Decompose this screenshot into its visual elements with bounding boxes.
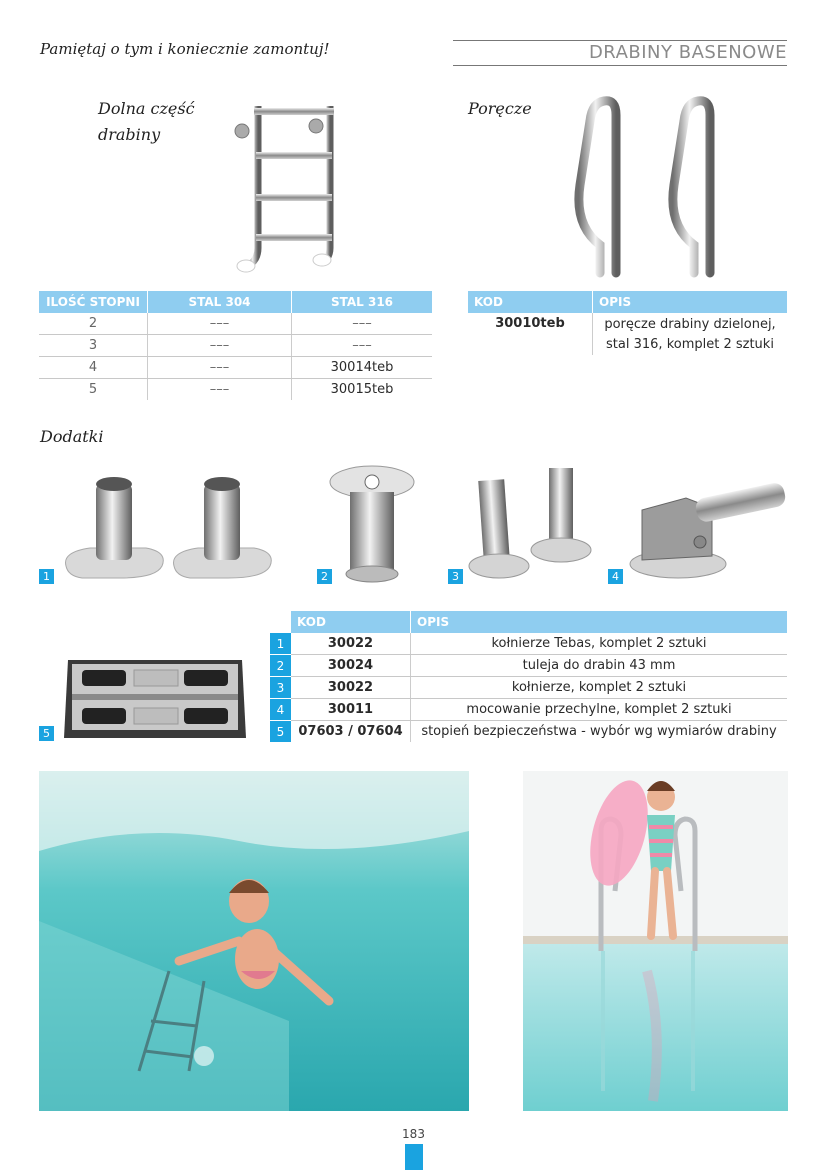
- tilt-mount-image: [624, 480, 789, 586]
- table-row: 2 ––– –––: [39, 313, 432, 335]
- badge-1: 1: [39, 569, 54, 584]
- table-row: 5 ––– 30015teb: [39, 379, 432, 401]
- badge-5: 5: [39, 726, 54, 741]
- table-row: 4 30011 mocowanie przechylne, komplet 2 sztuki: [270, 699, 787, 721]
- table-row: 4 ––– 30014teb: [39, 357, 432, 379]
- safety-step-image: [60, 650, 250, 746]
- table-row: 3 30022 kołnierze, komplet 2 sztuki: [270, 677, 787, 699]
- section-title: DRABINY BASENOWE: [588, 42, 787, 63]
- handrails-caption: Poręcze: [468, 99, 532, 118]
- pool-ladder-photo: [523, 771, 788, 1111]
- sleeve-image: [328, 462, 418, 586]
- page-tab-marker: [405, 1144, 423, 1170]
- badge-2: 2: [317, 569, 332, 584]
- handrails-image: [560, 95, 740, 280]
- ladder-caption: Dolna część drabiny: [98, 99, 195, 144]
- underwater-photo: [39, 771, 469, 1111]
- ladder-table: ILOŚĆ STOPNI STAL 304 STAL 316 2 ––– ––– 3 ––– ––– 4 ––– 30014teb 5 ––– 30015teb: [39, 291, 432, 400]
- flanges-image: [60, 470, 280, 585]
- table-row: 5 07603 / 07604 stopień bezpieczeństwa - wybór wg wymiarów drabiny: [270, 721, 787, 743]
- table-row: 1 30022 kołnierze Tebas, komplet 2 sztuki: [270, 633, 787, 655]
- ladder-image: [230, 98, 340, 276]
- badge-4: 4: [608, 569, 623, 584]
- table-row: 30010teb poręcze drabiny dzielonej, stal 316, komplet 2 sztuki: [468, 313, 787, 355]
- flanges-2-image: [465, 462, 595, 586]
- table-row: 3 ––– –––: [39, 335, 432, 357]
- accessories-caption: Dodatki: [40, 427, 104, 446]
- table-row: 2 30024 tuleja do drabin 43 mm: [270, 655, 787, 677]
- reminder-note: Pamiętaj o tym i koniecznie zamontuj!: [40, 40, 330, 58]
- handrails-table: KOD OPIS 30010teb poręcze drabiny dzielonej, stal 316, komplet 2 sztuki: [468, 291, 787, 355]
- section-header: [453, 40, 787, 66]
- accessories-table: KOD OPIS 1 30022 kołnierze Tebas, komplet 2 sztuki 2 30024 tuleja do drabin 43 mm 3 30022 kołnierze, komplet 2 sztuki 4 30011 mocowanie przechylne, komplet 2 sztuki 5 07603 / 07604 stopień bezpieczeństwa - wybór wg wymiarów drabiny: [270, 611, 787, 742]
- badge-3: 3: [448, 569, 463, 584]
- page-number: 183: [402, 1127, 425, 1141]
